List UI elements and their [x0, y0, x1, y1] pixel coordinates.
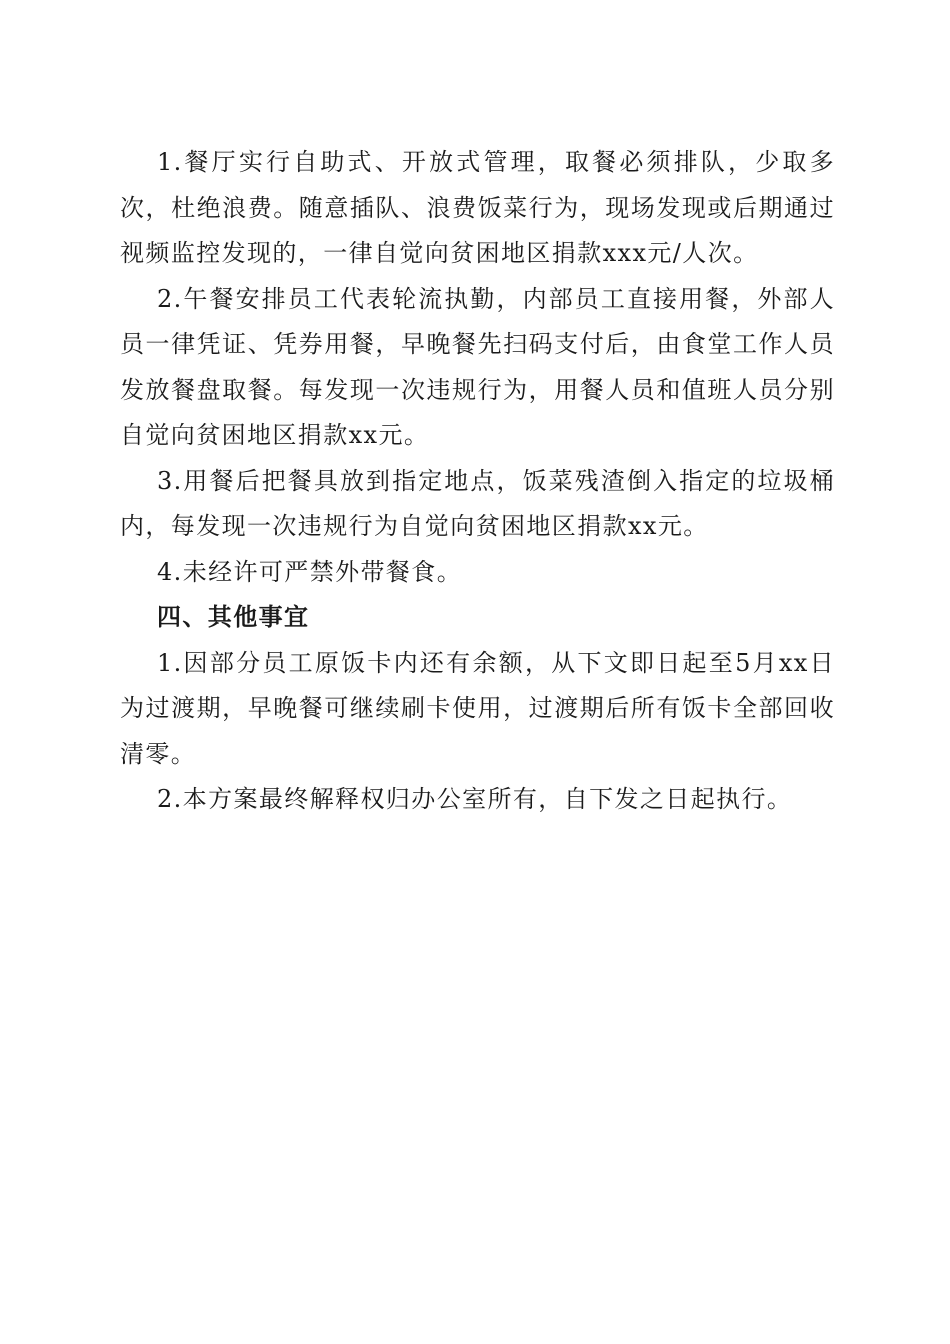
document-body — [120, 140, 835, 823]
paragraph-rule-2: 2.午餐安排员工代表轮流执勤，内部员工直接用餐，外部人员一律凭证、凭券用餐，早晚餐先扫码支付后，由食堂工作人员发放餐盘取餐。每发现一次违规行为，用餐人员和值班人员分别自觉向贫困地区捐款xx元。 — [120, 284, 835, 449]
section-heading-other-matters: 四、其他事宜 — [157, 603, 310, 631]
paragraph-rule-3: 3.用餐后把餐具放到指定地点，饭菜残渣倒入指定的垃圾桶内，每发现一次违规行为自觉向贫困地区捐款xx元。 — [120, 466, 835, 540]
paragraph-rule-1: 1.餐厅实行自助式、开放式管理，取餐必须排队，少取多次，杜绝浪费。随意插队、浪费饭菜行为，现场发现或后期通过视频监控发现的，一律自觉向贫困地区捐款xxx元/人次。 — [120, 148, 835, 267]
paragraph-rule-4: 4.未经许可严禁外带餐食。 — [157, 557, 463, 586]
paragraph-other-1: 1.因部分员工原饭卡内还有余额，从下文即日起至5月xx日为过渡期，早晚餐可继续刷卡使用，过渡期后所有饭卡全部回收清零。 — [120, 648, 835, 768]
paragraph-other-2: 2.本方案最终解释权归办公室所有，自下发之日起执行。 — [157, 785, 793, 813]
